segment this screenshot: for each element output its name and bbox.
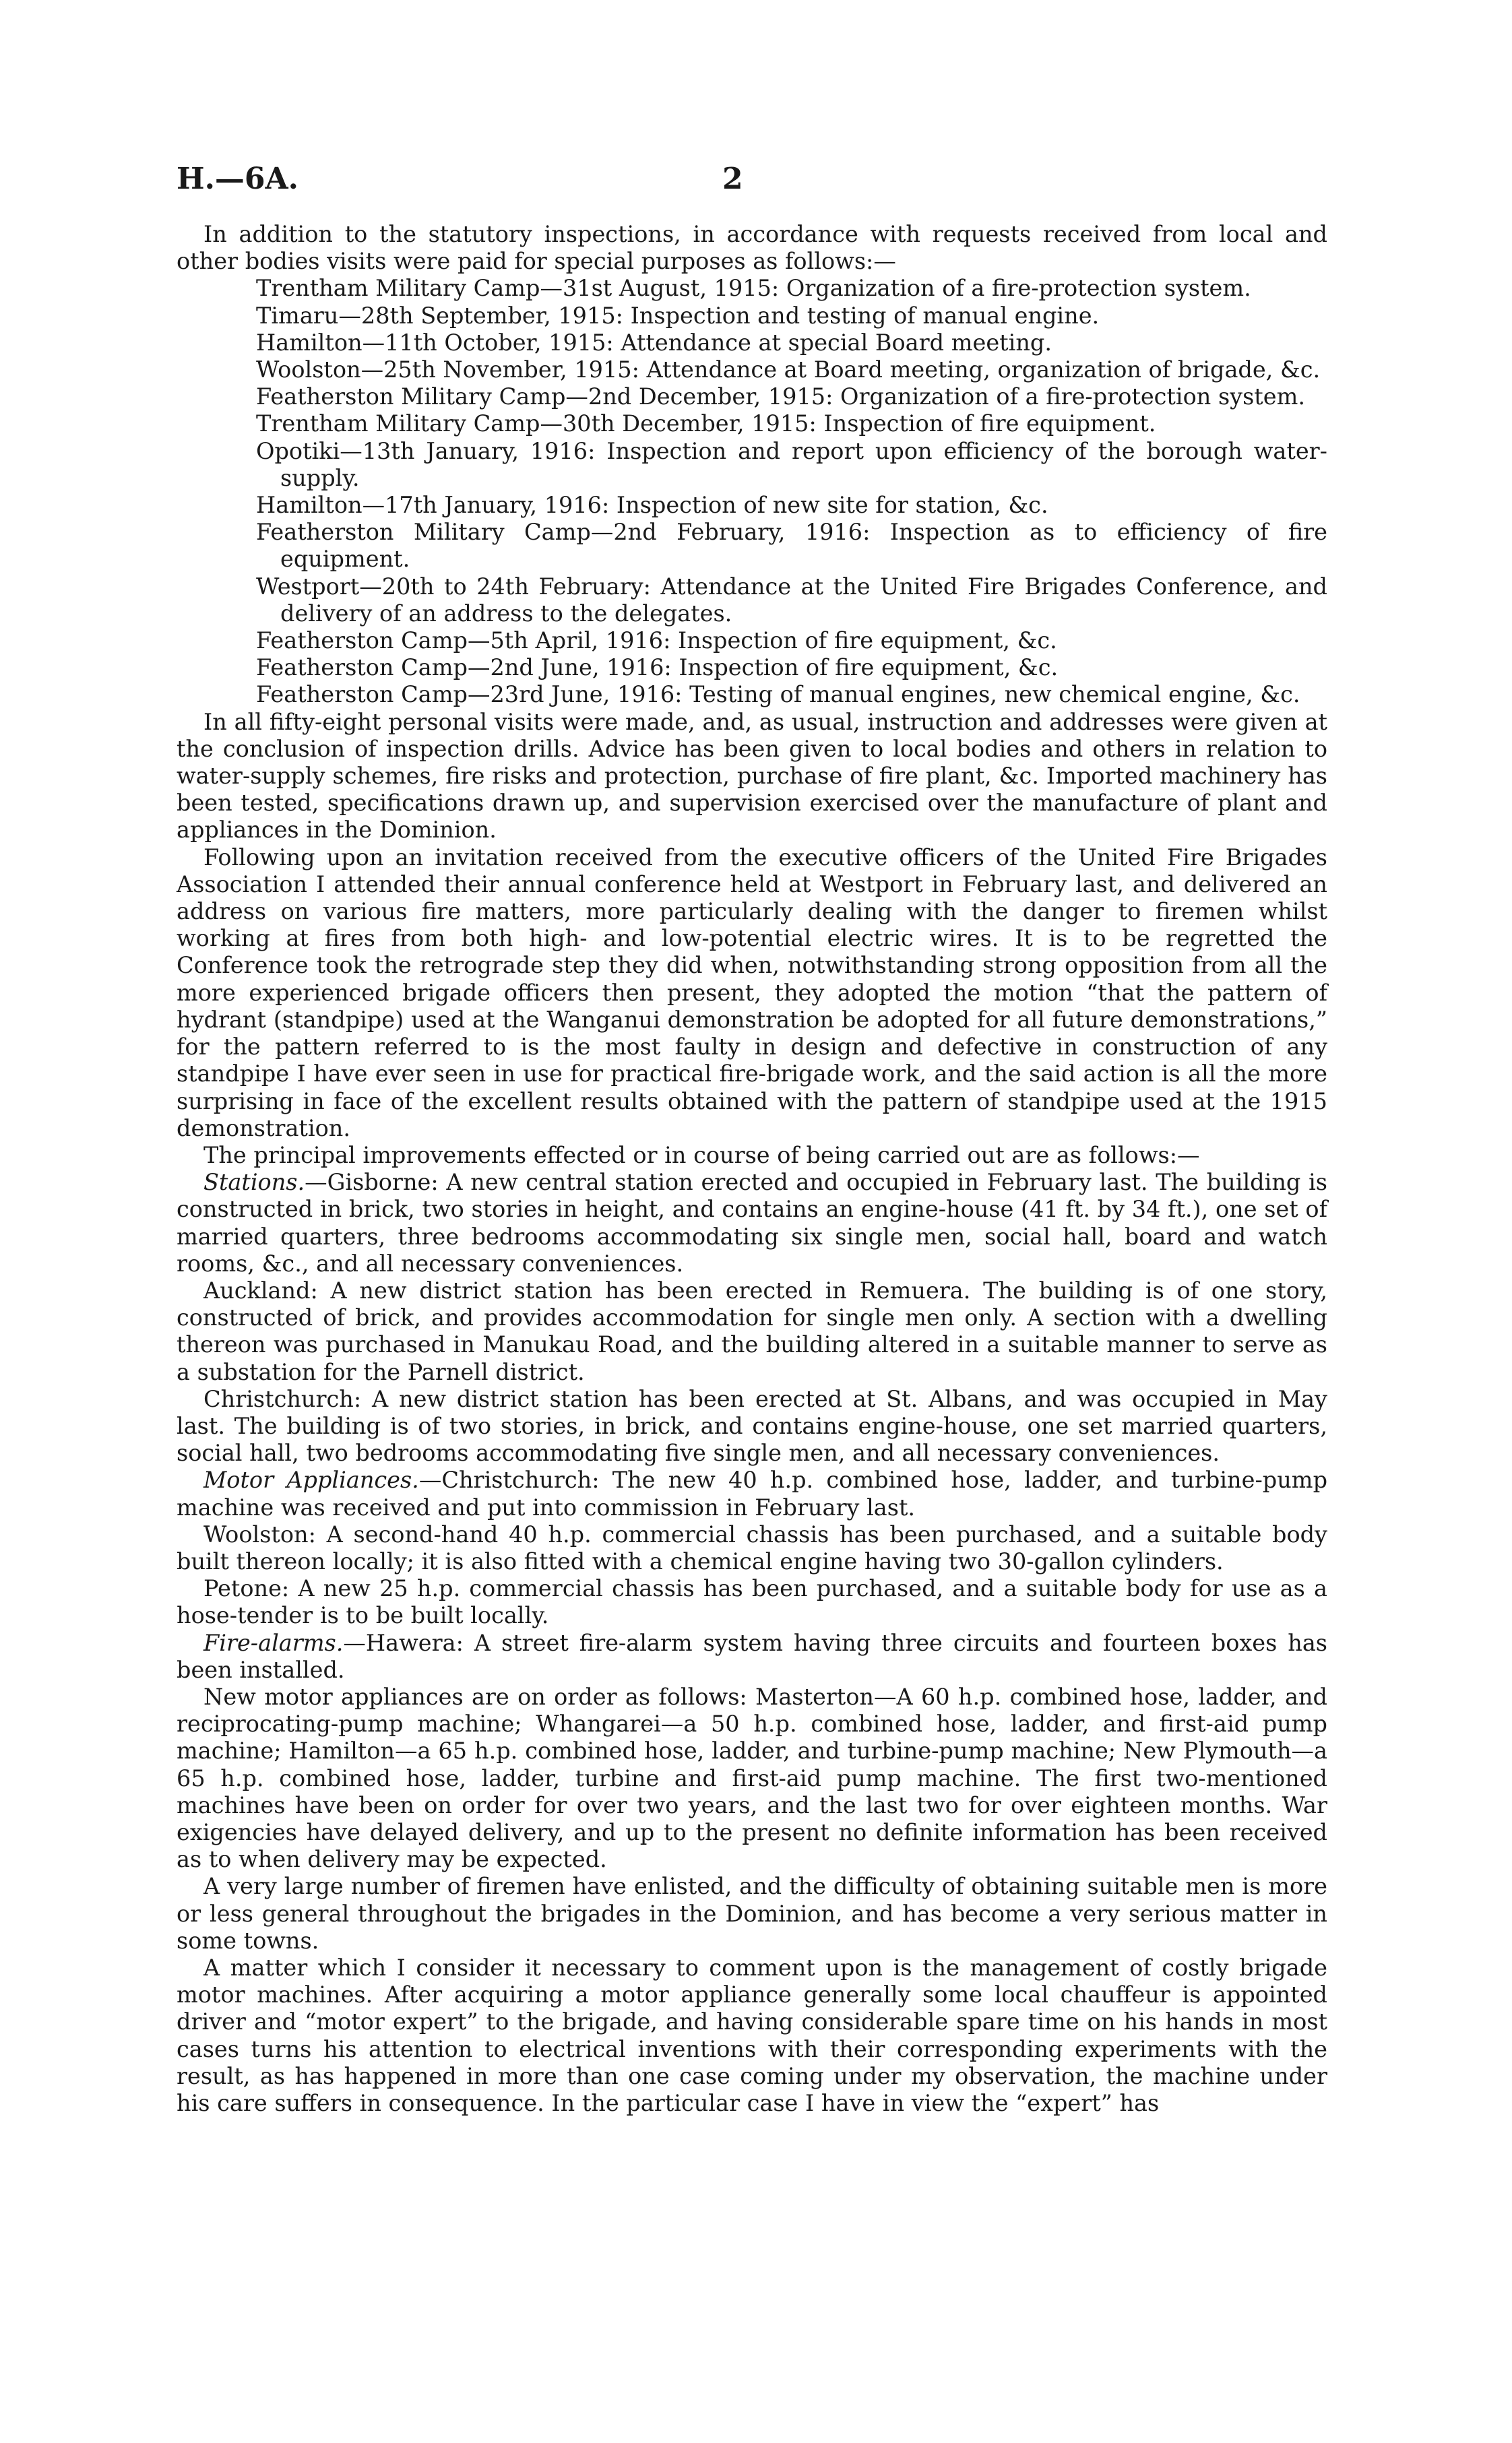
stations-heading: Stations. — [203, 1169, 305, 1196]
new-motor-paragraph: New motor appliances are on order as follows: Masterton—A 60 h.p. combined hose, ladder, and reciprocating-pump machine; Whangarei—a 50 h.p. combined hose, ladder, and first-aid pump machine; Hamilton—a 65 h.p. combined hose, ladder, and turbine-pump machine; New Plymouth—a 65 h.p. combined hose, ladder, turbine and first-aid pump machine. The first two-mentioned machines have been on order for over two years, and the last two for over eighteen months. War exigencies have delayed delivery, and up to the present no definite information has been received as to when delivery may be expected. — [177, 1683, 1327, 1873]
woolston-paragraph: Woolston: A second-hand 40 h.p. commercial chassis has been purchased, and a suitable body built thereon locally; it is also fitted with a chemical engine having two 30-gallon cylinders. — [177, 1521, 1327, 1575]
visit-item: Featherston Military Camp—2nd February, 1916: Inspection as to efficiency of fire equipment. — [256, 519, 1327, 573]
fire-alarms-paragraph — [177, 1630, 1327, 1684]
gisborne-paragraph — [177, 1169, 1327, 1277]
visit-item: Hamilton—11th October, 1915: Attendance at special Board meeting. — [256, 329, 1052, 356]
page-header — [177, 162, 1335, 195]
fire-alarms-text: —Hawera: A street fire-alarm system having three circuits and fourteen boxes has been installed. — [177, 1629, 1327, 1683]
visit-item: Trentham Military Camp—30th December, 1915: Inspection of fire equipment. — [256, 410, 1156, 437]
motor-text: —Christchurch: The new 40 h.p. combined hose, ladder, and turbine-pump machine was received and put into commission in February last. — [177, 1467, 1328, 1521]
christchurch-paragraph: Christchurch: A new district station has been erected at St. Albans, and was occupied in May last. The building is of two stories, in brick, and contains engine-house, one set married quarters, social hall, two bedrooms accommodating five single men, and all necessary conveniences. — [177, 1385, 1327, 1467]
visit-item: Featherston Camp—5th April, 1916: Inspection of fire equipment, &c. — [256, 627, 1057, 654]
petone-paragraph: Petone: A new 25 h.p. commercial chassis has been purchased, and a suitable body for use as a hose-tender is to be built locally. — [177, 1575, 1327, 1629]
firemen-paragraph: A very large number of firemen have enlisted, and the difficulty of obtaining suitable men is more or less general throughout the brigades in the Dominion, and has become a very serious matter in some towns. — [177, 1873, 1327, 1954]
visits-summary-paragraph: In all fifty-eight personal visits were made, and, as usual, instruction and addresses were given at the conclusion of inspection drills. Advice has been given to local bodies and others in relation to water-supply schemes, fire risks and protection, purchase of fire plant, &c. Imported machinery has been tested, specifications drawn up, and supervision exercised over the manufacture of plant and appliances in the Dominion. — [177, 708, 1327, 844]
document-id: H.—6A. — [177, 162, 298, 196]
intro-paragraph: In addition to the statutory inspections, in accordance with requests received from local and other bodies visits were paid for special purposes as follows:— — [177, 221, 1327, 275]
gisborne-text: —Gisborne: A new central station erected and occupied in February last. The building is constructed in brick, two stories in height, and contains an engine-house (41 ft. by 34 ft.), one set of married quarters, three bedrooms accommodating six single men, social hall, board and watch rooms, &c., and all necessary conveniences. — [177, 1169, 1327, 1277]
visit-item: Featherston Military Camp—2nd December, 1915: Organization of a fire-protection system. — [256, 383, 1305, 410]
fire-alarms-heading: Fire-alarms. — [203, 1629, 344, 1656]
visit-item: Woolston—25th November, 1915: Attendance at Board meeting, organization of brigade, &c. — [256, 356, 1321, 383]
page-body — [177, 221, 1327, 2117]
conference-paragraph: Following upon an invitation received from the executive officers of the United Fire Brigades Association I attended their annual conference held at Westport in February last, and delivered an address on various fire matters, more particularly dealing with the danger to firemen whilst working at fires from both high- and low-potential electric wires. It is to be regretted the Conference took the retrograde step they did when, notwithstanding strong opposition from all the more experienced brigade officers then present, they adopted the motion “that the pattern of hydrant (standpipe) used at the Wanganui demonstration be adopted for all future demonstrations,” for the pattern referred to is the most faulty in design and defective in construction of any standpipe I have ever seen in use for practical fire-brigade work, and the said action is all the more surprising in face of the excellent results obtained with the pattern of standpipe used at the 1915 demonstration. — [177, 844, 1327, 1141]
page-number: 2 — [722, 162, 743, 196]
improvements-paragraph: The principal improvements effected or in course of being carried out are as follows:— — [203, 1141, 1200, 1168]
motor-appliances-heading: Motor Appliances. — [203, 1467, 419, 1494]
motor-paragraph — [177, 1467, 1327, 1521]
visit-item: Westport—20th to 24th February: Attendance at the United Fire Brigades Conference, and delivery of an address to the delegates. — [256, 573, 1327, 627]
visit-item: Opotiki—13th January, 1916: Inspection and report upon efficiency of the borough water-supply. — [256, 437, 1327, 491]
auckland-paragraph: Auckland: A new district station has been erected in Remuera. The building is of one story, constructed of brick, and provides accommodation for single men only. A section with a dwelling thereon was purchased in Manukau Road, and the building altered in a suitable manner to serve as a substation for the Parnell district. — [177, 1277, 1327, 1385]
visits-list — [256, 275, 1327, 708]
visit-item: Featherston Camp—23rd June, 1916: Testing of manual engines, new chemical engine, &c. — [256, 681, 1300, 708]
visit-item: Hamilton—17th January, 1916: Inspection of new site for station, &c. — [256, 492, 1048, 519]
visit-item: Featherston Camp—2nd June, 1916: Inspection of fire equipment, &c. — [256, 654, 1059, 681]
visit-item: Timaru—28th September, 1915: Inspection and testing of manual engine. — [256, 302, 1100, 329]
visit-item: Trentham Military Camp—31st August, 1915: Organization of a fire-protection system. — [256, 275, 1251, 302]
management-paragraph: A matter which I consider it necessary to comment upon is the management of costly brigade motor machines. After acquiring a motor appliance generally some local chauffeur is appointed driver and “motor expert” to the brigade, and having considerable spare time on his hands in most cases turns his attention to electrical inventions with their corresponding experiments with the result, as has happened in more than one case coming under my observation, the machine under his care suffers in consequence. In the particular case I have in view the “expert” has — [177, 1955, 1327, 2117]
